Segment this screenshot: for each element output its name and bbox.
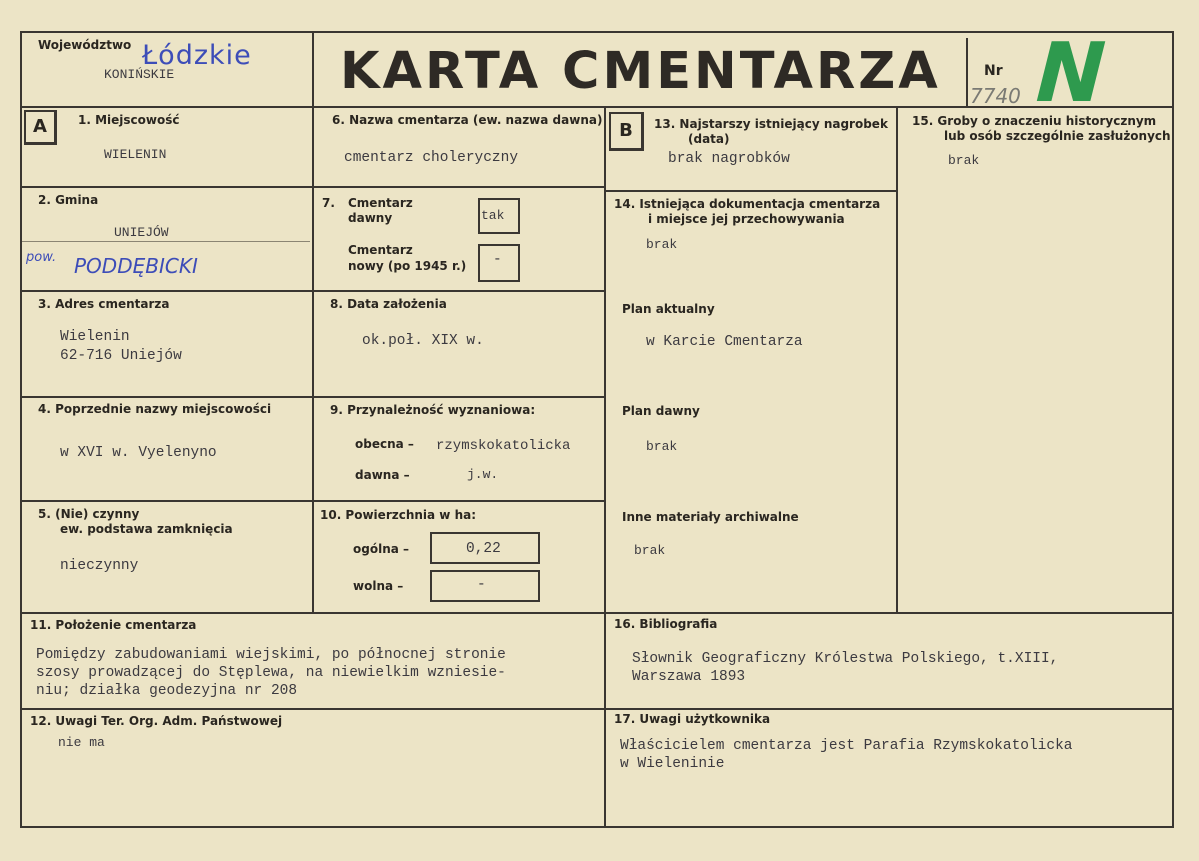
field-11-line2: szosy prowadzącej do Stęplewa, na niewielkim wzniesie- [36, 665, 506, 681]
card-title: KARTA CMENTARZA [340, 42, 941, 101]
field-13-value: brak nagrobków [668, 151, 790, 167]
field-9-obecna-label: obecna – [355, 437, 414, 451]
field-16-line2: Warszawa 1893 [632, 669, 746, 685]
field-14-value: brak [646, 237, 678, 252]
field-2-value: UNIEJÓW [114, 225, 169, 240]
field-2-separator [22, 241, 310, 242]
field-11-label: 11. Położenie cmentarza [30, 618, 197, 632]
field-17-line2: w Wieleninie [620, 756, 725, 772]
wojewodztwo-handwritten: Łódzkie [142, 40, 252, 71]
plan-aktualny-value: w Karcie Cmentarza [646, 334, 803, 350]
field-7-nowy-line2: nowy (po 1945 r.) [348, 259, 467, 273]
field-12-label: 12. Uwagi Ter. Org. Adm. Państwowej [30, 714, 283, 728]
field-2-pow-prefix: pow. [26, 250, 57, 265]
field-3-label: 3. Adres cmentarza [38, 297, 170, 311]
field-2-pow-value: PODDĘBICKI [74, 254, 198, 278]
divider-r3-left [20, 396, 604, 398]
field-7-dawny-line2: dawny [348, 211, 393, 225]
field-9-dawna-label: dawna – [355, 468, 410, 482]
field-11-line1: Pomiędzy zabudowaniami wiejskimi, po północnej stronie [36, 647, 506, 663]
divider-col1 [312, 31, 314, 612]
divider-r5 [20, 612, 1174, 614]
field-8-label: 8. Data założenia [330, 297, 447, 311]
field-9-dawna-value: j.w. [467, 467, 499, 482]
field-5-label-2: ew. podstawa zamknięcia [60, 522, 233, 536]
field-5-value: nieczynny [60, 558, 139, 574]
field-7-dawny-value: tak [481, 208, 505, 223]
field-14-label-1: 14. Istniejąca dokumentacja cmentarza [614, 197, 881, 211]
plan-dawny-value: brak [646, 439, 678, 454]
field-1-value: WIELENIN [104, 147, 167, 162]
field-16-line1: Słownik Geograficzny Królestwa Polskiego, t.XIII, [632, 651, 1059, 667]
field-9-obecna-value: rzymskokatolicka [436, 438, 571, 454]
field-8-value: ok.poł. XIX w. [362, 333, 484, 349]
field-15-label-2: lub osób szczególnie zasłużonych [944, 129, 1171, 143]
plan-aktualny-label: Plan aktualny [622, 302, 715, 316]
field-7-label: 7. [322, 196, 335, 210]
field-11-line3: niu; działka geodezyjna nr 208 [36, 683, 298, 699]
field-10-ogolna-value: 0,22 [466, 541, 501, 557]
divider-r4-left [20, 500, 604, 502]
field-4-label: 4. Poprzednie nazwy miejscowości [38, 402, 272, 416]
field-17-line1: Właścicielem cmentarza jest Parafia Rzymskokatolicka [620, 738, 1073, 754]
field-17-label: 17. Uwagi użytkownika [614, 712, 771, 726]
green-stamp-letter: N [1024, 26, 1117, 121]
field-3-line1: Wielenin [60, 329, 130, 345]
divider-nr [966, 38, 968, 108]
nr-value: 7740 [970, 84, 1021, 108]
frame-bottom [20, 826, 1174, 828]
field-1-label: 1. Miejscowość [78, 113, 180, 127]
section-a-marker: A [24, 110, 57, 145]
field-6-label: 6. Nazwa cmentarza (ew. nazwa dawna) [332, 113, 603, 127]
field-12-value: nie ma [58, 735, 105, 750]
field-15-label-1: 15. Groby o znaczeniu historycznym [912, 114, 1157, 128]
field-4-value: w XVI w. Vyelenyno [60, 445, 217, 461]
nr-label: Nr [984, 63, 1003, 79]
field-6-value: cmentarz choleryczny [344, 150, 519, 166]
field-3-line2: 62-716 Uniejów [60, 348, 182, 364]
field-10-ogolna-label: ogólna – [353, 542, 410, 556]
field-16-label: 16. Bibliografia [614, 617, 718, 631]
field-14-label-2: i miejsce jej przechowywania [648, 212, 845, 226]
inne-materialy-label: Inne materiały archiwalne [622, 510, 799, 524]
field-13-label-2: (data) [688, 132, 730, 146]
divider-r6 [20, 708, 1174, 710]
field-7-nowy-value: - [493, 252, 502, 268]
divider-r1-b [604, 190, 896, 192]
field-5-label-1: 5. (Nie) czynny [38, 507, 140, 521]
divider-r1-left [20, 186, 604, 188]
field-10-wolna-value: - [477, 577, 486, 593]
field-10-label: 10. Powierzchnia w ha: [320, 508, 477, 522]
field-7-dawny-line1: Cmentarz [348, 196, 413, 210]
plan-dawny-label: Plan dawny [622, 404, 700, 418]
field-10-wolna-label: wolna – [353, 579, 404, 593]
wojewodztwo-typed: KONIŃSKIE [104, 67, 175, 82]
section-b-marker: B [609, 112, 644, 151]
frame-top [20, 31, 1174, 33]
divider-col2 [604, 108, 606, 828]
field-15-value: brak [948, 153, 980, 168]
field-9-label: 9. Przynależność wyznaniowa: [330, 403, 536, 417]
field-7-nowy-line1: Cmentarz [348, 243, 413, 257]
divider-r2-left [20, 290, 604, 292]
field-13-label-1: 13. Najstarszy istniejący nagrobek [654, 117, 888, 131]
wojewodztwo-label: Województwo [38, 38, 132, 52]
field-2-label: 2. Gmina [38, 193, 99, 207]
inne-materialy-value: brak [634, 543, 666, 558]
divider-col3 [896, 108, 898, 612]
